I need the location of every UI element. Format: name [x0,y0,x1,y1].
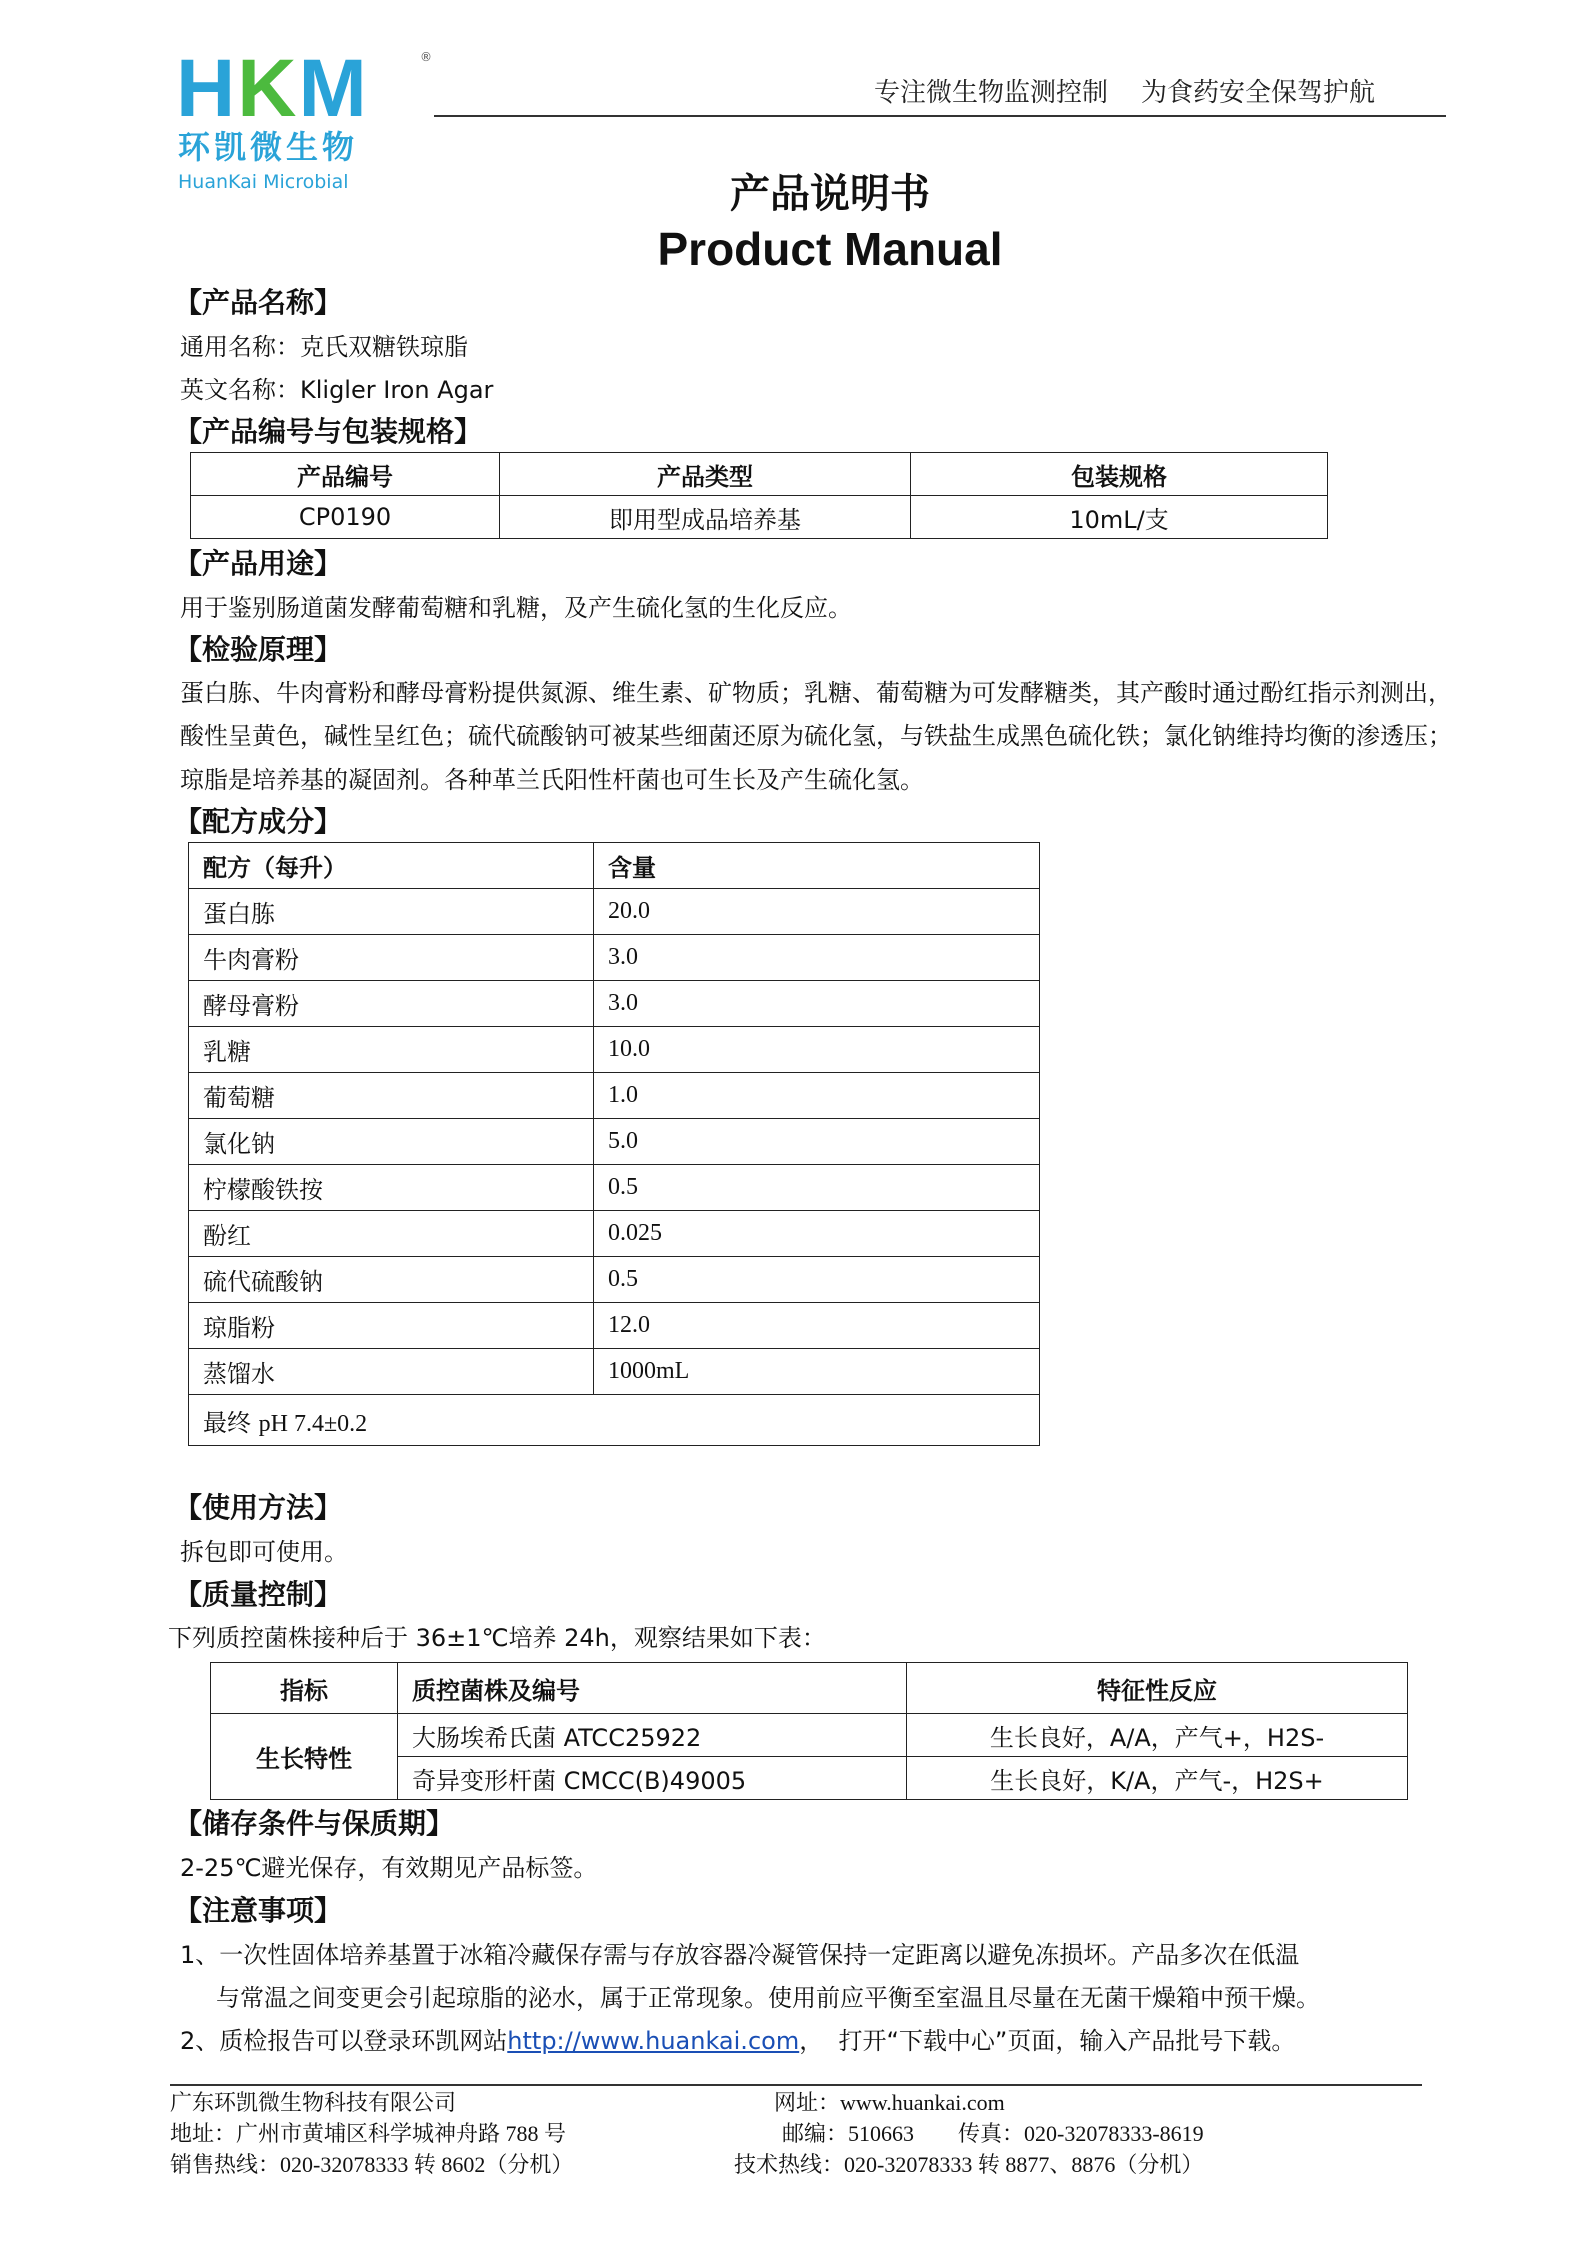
section-heading-qc: 【质量控制】 [174,1578,343,1611]
english-name-value: Kligler Iron Agar [300,376,494,404]
qc-row [211,1714,1408,1757]
spec-header-type: 产品类型 [500,453,911,496]
ingredient-name: 硫代硫酸钠 [189,1257,594,1303]
formula-final-ph-row [189,1395,1040,1446]
common-name-line [180,331,468,363]
formula-row [189,1349,1040,1395]
spec-type: 即用型成品培养基 [500,496,911,539]
note-1-line-1: 1、一次性固体培养基置于冰箱冷藏保存需与存放容器冷凝管保持一定距离以避免冻损坏。产品多次在低温 [180,1941,1300,1969]
section-heading-principle: 【检验原理】 [174,633,343,666]
footer-sales-hotline: 销售热线：020-32078333 转 8602（分机） [170,2152,574,2177]
footer-postcode: 邮编：510663 [782,2121,915,2146]
formula-row [189,1303,1040,1349]
note-1-line-2: 与常温之间变更会引起琼脂的泌水，属于正常现象。使用前应平衡至室温且尽量在无菌干燥箱中预干燥。 [216,1984,1320,2012]
qc-index-growth: 生长特性 [211,1714,398,1800]
note-2-prefix: 2、质检报告可以登录环凯网站 [180,2027,508,2055]
formula-row [189,935,1040,981]
final-ph-cell [189,1395,1040,1446]
logo-english-name: HuanKai Microbial [178,171,349,193]
ingredient-amount: 3.0 [594,981,1040,1027]
formula-header-amount: 含量 [594,843,1040,889]
final-ph-label: 最终 [203,1408,251,1437]
footer-company: 广东环凯微生物科技有限公司 [170,2090,457,2115]
ingredient-name: 柠檬酸铁按 [189,1165,594,1211]
ingredient-amount: 0.5 [594,1165,1040,1211]
ingredient-name: 牛肉膏粉 [189,935,594,981]
common-name-label: 通用名称： [180,333,300,361]
formula-table [188,842,1040,1446]
logo-chinese-name: 环凯微生物 [178,128,359,166]
ingredient-name: 酵母膏粉 [189,981,594,1027]
principle-line-2: 酸性呈黄色，碱性呈红色；硫代硫酸钠可被某些细菌还原为硫化氢，与铁盐生成黑色硫化铁；氯化钠维持均衡的渗透压； [180,722,1452,750]
qc-strain-name: 大肠埃希氏菌 ATCC25922 [412,1723,702,1752]
logo-letter-m: M [298,43,369,134]
company-logo [176,43,436,193]
ingredient-amount: 12.0 [594,1303,1040,1349]
spec-table [190,452,1328,539]
qc-intro: 下列质控菌株接种后于 36±1℃培养 24h，观察结果如下表： [168,1624,826,1652]
footer-fax: 传真：020-32078333-8619 [958,2121,1204,2146]
formula-row [189,1119,1040,1165]
qc-header-index: 指标 [211,1663,398,1714]
ingredient-name: 葡萄糖 [189,1073,594,1119]
final-ph-value: pH 7.4±0.2 [258,1410,368,1437]
footer-address: 地址：广州市黄埔区科学城神舟路 788 号 [170,2121,567,2146]
principle-line-1: 蛋白胨、牛肉膏粉和酵母膏粉提供氮源、维生素、矿物质；乳糖、葡萄糖为可发酵糖类，其产酸时通过酚红指示剂测出， [180,679,1452,707]
section-heading-storage: 【储存条件与保质期】 [174,1807,455,1840]
ingredient-name: 乳糖 [189,1027,594,1073]
ingredient-amount: 0.5 [594,1257,1040,1303]
formula-row [189,889,1040,935]
section-heading-formula: 【配方成分】 [174,805,343,838]
formula-row [189,1073,1040,1119]
section-heading-usage: 【产品用途】 [174,547,343,580]
english-name-line [180,374,493,406]
section-heading-spec: 【产品编号与包装规格】 [174,415,483,448]
formula-row [189,1027,1040,1073]
logo-letter-h: H [176,43,238,134]
qc-header-strain: 质控菌株及编号 [398,1663,907,1714]
storage-text: 2-25℃避光保存，有效期见产品标签。 [180,1854,598,1882]
ingredient-amount: 10.0 [594,1027,1040,1073]
footer-website: 网址：www.huankai.com [774,2090,1005,2115]
qc-reaction: 生长良好，K/A，产气-，H2S+ [907,1757,1408,1800]
formula-row [189,1211,1040,1257]
ingredient-name: 氯化钠 [189,1119,594,1165]
ingredient-amount: 5.0 [594,1119,1040,1165]
logo-letters [176,43,369,134]
logo-letter-k: K [237,43,299,134]
qc-table [210,1662,1408,1800]
note-2-suffix: ， 打开“下载中心”页面，输入产品批号下载。 [799,2027,1296,2055]
footer-tech-hotline: 技术热线：020-32078333 转 8877、8876（分机） [734,2152,1204,2177]
spec-header-package: 包装规格 [911,453,1328,496]
ingredient-name: 蛋白胨 [189,889,594,935]
spec-package: 10mL/支 [911,496,1328,539]
qc-strain-name: 奇异变形杆菌 CMCC(B)49005 [412,1766,747,1795]
spec-header-code: 产品编号 [191,453,500,496]
common-name-value: 克氏双糖铁琼脂 [300,333,468,361]
title-chinese: 产品说明书 [730,171,930,217]
title-english: Product Manual [657,223,1003,275]
note-2 [180,2025,1295,2057]
section-heading-product-name: 【产品名称】 [174,286,343,319]
formula-row [189,1257,1040,1303]
ingredient-amount: 0.025 [594,1211,1040,1257]
usage-text: 用于鉴别肠道菌发酵葡萄糖和乳糖，及产生硫化氢的生化反应。 [180,594,852,622]
section-heading-notes: 【注意事项】 [174,1894,343,1927]
header-slogan: 专注微生物监测控制 为食药安全保驾护航 [874,78,1376,108]
website-link[interactable]: http://www.huankai.com [507,2027,800,2055]
qc-reaction: 生长良好，A/A，产气+，H2S- [907,1714,1408,1757]
formula-header-ingredient: 配方（每升） [189,843,594,889]
ingredient-name: 琼脂粉 [189,1303,594,1349]
ingredient-name: 蒸馏水 [189,1349,594,1395]
formula-table-header [189,843,1040,889]
method-text: 拆包即可使用。 [180,1538,348,1566]
section-heading-method: 【使用方法】 [174,1491,343,1524]
spec-table-row [191,496,1328,539]
formula-row [189,981,1040,1027]
ingredient-amount: 20.0 [594,889,1040,935]
ingredient-name: 酚红 [189,1211,594,1257]
ingredient-amount: 3.0 [594,935,1040,981]
qc-strain [398,1714,907,1757]
spec-table-header [191,453,1328,496]
spec-code: CP0190 [191,496,500,539]
header-divider [434,115,1446,117]
registered-mark: ® [420,50,432,64]
ingredient-amount: 1000mL [594,1349,1040,1395]
footer-divider [170,2084,1422,2086]
principle-line-3: 琼脂是培养基的凝固剂。各种革兰氏阳性杆菌也可生长及产生硫化氢。 [180,766,924,794]
qc-header-reaction: 特征性反应 [907,1663,1408,1714]
ingredient-amount: 1.0 [594,1073,1040,1119]
english-name-label: 英文名称： [180,376,300,404]
qc-strain [398,1757,907,1800]
formula-row [189,1165,1040,1211]
qc-table-header [211,1663,1408,1714]
